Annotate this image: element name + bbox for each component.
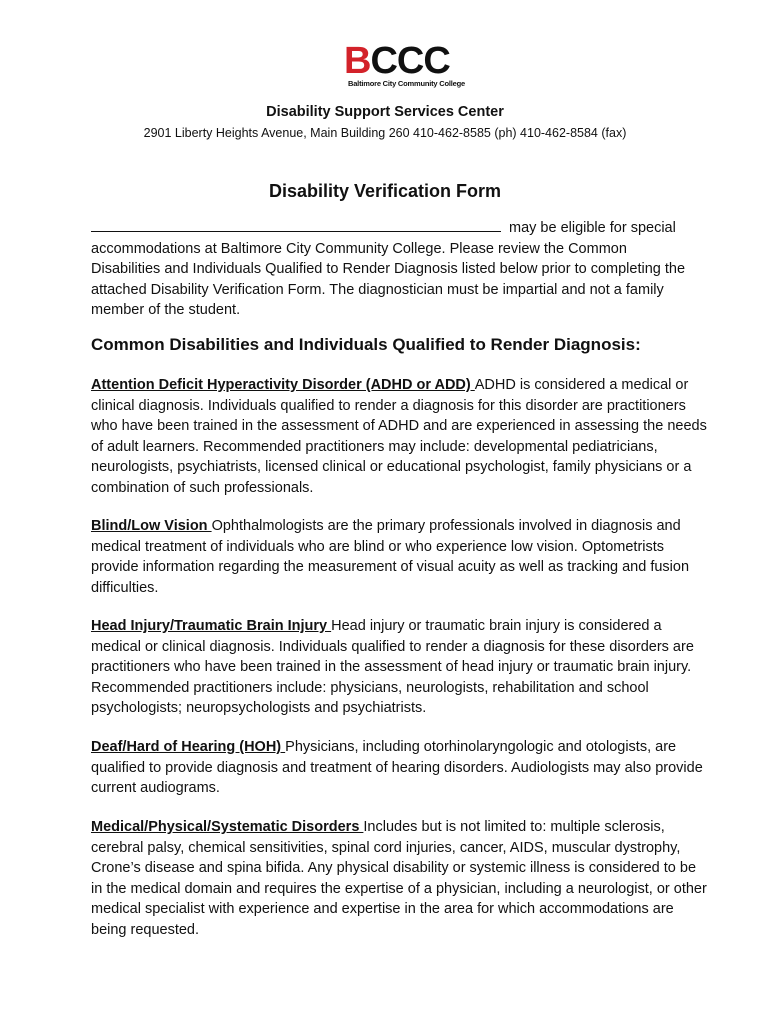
bccc-logo xyxy=(344,40,465,90)
intro-text: may be eligible for special accommodations at Baltimore City Community College. Please review the Common Disabilities and Individuals Qualified to Render Diagnosis listed below prior to completing the attached Disability Verification Form. The diagnostician must be impartial and not a family member of the student. xyxy=(91,220,686,318)
disability-head-injury xyxy=(91,616,711,719)
disability-text: Physicians, including otorhinolaryngologic and otologists, are qualified to provide diagnosis and treatment of hearing disorders. Audiologists may also provide current audiograms. xyxy=(91,739,703,796)
disability-blind-low-vision xyxy=(91,516,711,598)
intro-paragraph xyxy=(91,217,691,321)
section-title: Common Disabilities and Individuals Qualified to Render Diagnosis: xyxy=(91,335,641,354)
disability-deaf-hoh xyxy=(91,737,711,799)
disability-heading: Deaf/Hard of Hearing (HOH) xyxy=(91,739,286,755)
department-name: Disability Support Services Center xyxy=(266,104,504,120)
logo-college-name-rest: City Community College xyxy=(380,79,465,88)
logo-college-name xyxy=(348,79,465,88)
form-title: Disability Verification Form xyxy=(268,181,502,201)
department-address: 2901 Liberty Heights Avenue, Main Building 260 410-462-8585 (ph) 410-462-8584 (fax) xyxy=(143,126,627,140)
disability-text: Includes but is not limited to: multiple sclerosis, cerebral palsy, chemical sensitivities, spinal cord injuries, cancer, AIDS, muscular dystrophy, Crone’s disease and spina bifida. Any physical disability or systemic illness is considered to be in the medical domain and requires the expertise of a physician, including a neurologist, or other medical specialist with experience and expertise in the area for which accommodations are being requested. xyxy=(91,819,707,938)
logo-letters-ccc: CCC xyxy=(370,40,450,82)
disability-text: Ophthalmologists are the primary professionals involved in diagnosis and medical treatment of individuals who are blind or who experience low vision. Optometrists provide information regarding the measurement of visual acuity as well as tracking and fusion difficulties. xyxy=(91,518,690,596)
disability-text: Head injury or traumatic brain injury is considered a medical or clinical diagnosis. Individuals qualified to render a diagnosis for these disorders are practitioners who have been trained in the assessment of head injury or traumatic brain injury. Recommended practitioners include: physicians, neurologists, rehabilitation and school psychologists; neuropsychologists and psychiatrists. xyxy=(91,618,694,716)
student-name-blank[interactable] xyxy=(91,217,501,232)
disability-heading: Head Injury/Traumatic Brain Injury xyxy=(91,618,332,634)
disability-heading: Blind/Low Vision xyxy=(91,518,212,534)
disability-heading: Medical/Physical/Systematic Disorders xyxy=(91,819,364,835)
disability-medical-physical xyxy=(91,817,711,940)
disability-heading: Attention Deficit Hyperactivity Disorder (ADHD or ADD) xyxy=(91,377,475,393)
disability-adhd xyxy=(91,375,711,498)
logo-letter-b: B xyxy=(344,40,371,82)
disability-text: ADHD is considered a medical or clinical diagnosis. Individuals qualified to render a diagnosis for this disorder are practitioners who have been trained in the assessment of ADHD and are experienced in assessing the needs of adult learners. Recommended practitioners may include: developmental pediatricians, neurologists, psychiatrists, licensed clinical or educational psychologist, family physicians or a combination of such professionals. xyxy=(91,377,707,496)
logo-college-name-bold: Baltimore xyxy=(348,79,381,88)
logo-letters xyxy=(344,40,450,82)
